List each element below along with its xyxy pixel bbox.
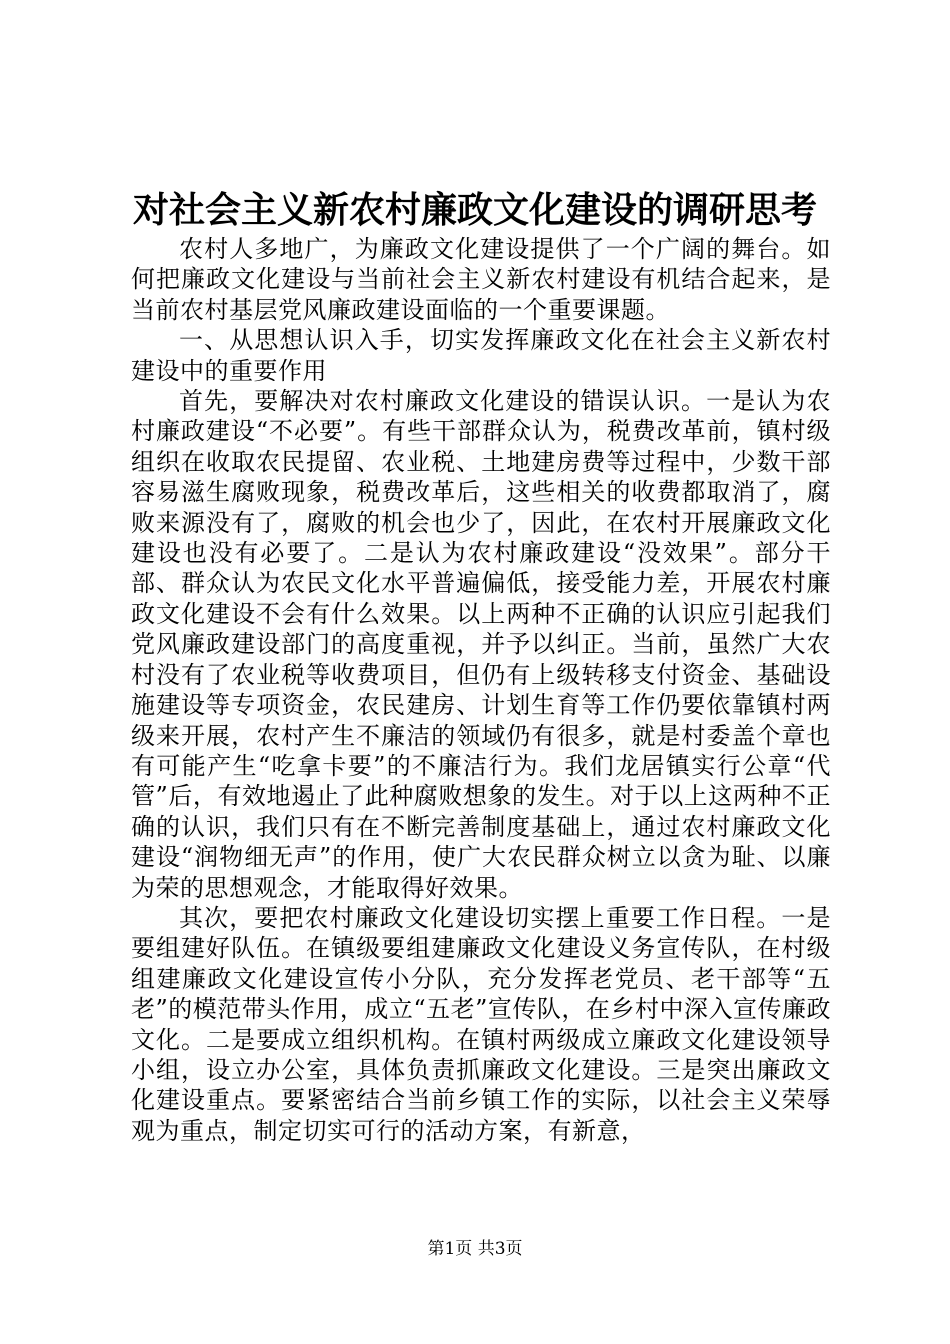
document-title: 对社会主义新农村廉政文化建设的调研思考 <box>132 189 817 231</box>
page-footer: 第1页 共3页 <box>427 1239 523 1259</box>
document-body <box>131 234 831 1146</box>
paragraph-section-heading: 一、从思想认识入手，切实发挥廉政文化在社会主义新农村建设中的重要作用 <box>131 326 831 385</box>
paragraph-first-point: 首先，要解决对农村廉政文化建设的错误认识。一是认为农村廉政建设“不必要”。有些干部群众认为，税费改革前，镇村级组织在收取农民提留、农业税、土地建房费等过程中，少数干部容易滋生腐败现象，税费改革后，这些相关的收费都取消了，腐败来源没有了，腐败的机会也少了，因此，在农村开展廉政文化建设也没有必要了。二是认为农村廉政建设“没效果”。部分干部、群众认为农民文化水平普遍偏低，接受能力差，开展农村廉政文化建设不会有什么效果。以上两种不正确的认识应引起我们党风廉政建设部门的高度重视，并予以纠正。当前，虽然广大农村没有了农业税等收费项目，但仍有上级转移支付资金、基础设施建设等专项资金，农民建房、计划生育等工作仍要依靠镇村两级来开展，农村产生不廉洁的领域仍有很多，就是村委盖个章也有可能产生“吃拿卡要”的不廉洁行为。我们龙居镇实行公章“代管”后，有效地遏止了此种腐败想象的发生。对于以上这两种不正确的认识，我们只有在不断完善制度基础上，通过农村廉政文化建设“润物细无声”的作用，使广大农民群众树立以贪为耻、以廉为荣的思想观念，才能取得好效果。 <box>131 387 831 902</box>
paragraph-second-point: 其次，要把农村廉政文化建设切实摆上重要工作日程。一是要组建好队伍。在镇级要组建廉政文化建设义务宣传队，在村级组建廉政文化建设宣传小分队，充分发挥老党员、老干部等“五老”的模范带头作用，成立“五老”宣传队，在乡村中深入宣传廉政文化。二是要成立组织机构。在镇村两级成立廉政文化建设领导小组，设立办公室，具体负责抓廉政文化建设。三是突出廉政文化建设重点。要紧密结合当前乡镇工作的实际，以社会主义荣辱观为重点，制定切实可行的活动方案，有新意， <box>131 903 831 1145</box>
paragraph-intro: 农村人多地广，为廉政文化建设提供了一个广阔的舞台。如何把廉政文化建设与当前社会主义新农村建设有机结合起来，是当前农村基层党风廉政建设面临的一个重要课题。 <box>131 235 831 324</box>
